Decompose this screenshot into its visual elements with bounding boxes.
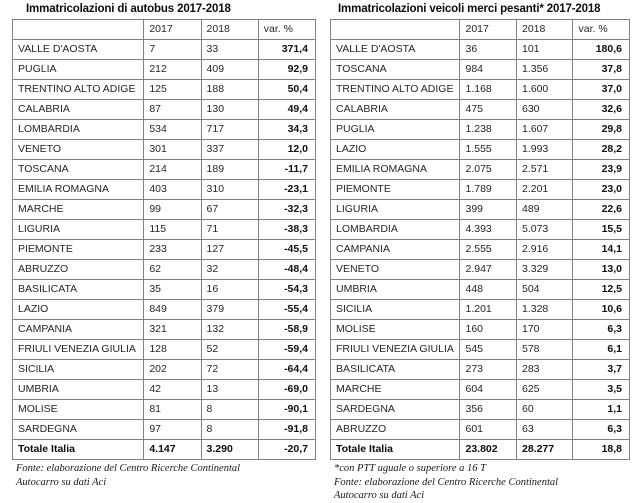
cell-2018: 1.600 [516, 80, 573, 100]
table-row [331, 180, 630, 200]
cell-2017: 233 [144, 240, 201, 260]
cell-region: LIGURIA [13, 220, 144, 240]
cell-region: UMBRIA [331, 280, 460, 300]
cell-2018: 578 [516, 340, 573, 360]
footnote-line: Autocarro su dati Aci [334, 490, 425, 501]
cell-variation: -58,9 [258, 320, 315, 340]
footnote-line: Fonte: elaborazione del Centro Ricerche Continental [16, 463, 241, 474]
cell-region: MARCHE [331, 380, 460, 400]
cell-variation: 180,6 [573, 40, 630, 60]
cell-region: PUGLIA [13, 60, 144, 80]
table-row [331, 160, 630, 180]
cell-region: SARDEGNA [13, 420, 144, 440]
table-row [13, 260, 316, 280]
cell-region: MOLISE [13, 400, 144, 420]
total-label: Totale Italia [13, 440, 144, 460]
cell-2018: 1.356 [516, 60, 573, 80]
cell-region: VALLE D'AOSTA [13, 40, 144, 60]
table-row [331, 200, 630, 220]
table-row [331, 380, 630, 400]
cell-2017: 1.168 [460, 80, 517, 100]
cell-2017: 301 [144, 140, 201, 160]
table-row [13, 200, 316, 220]
cell-2018: 504 [516, 280, 573, 300]
cell-variation: 15,5 [573, 220, 630, 240]
cell-2017: 99 [144, 200, 201, 220]
cell-2017: 125 [144, 80, 201, 100]
cell-2018: 1.993 [516, 140, 573, 160]
cell-variation: -23,1 [258, 180, 315, 200]
cell-region: TRENTINO ALTO ADIGE [331, 80, 460, 100]
cell-2017: 97 [144, 420, 201, 440]
table-row [13, 180, 316, 200]
cell-2018: 717 [201, 120, 258, 140]
cell-2018: 33 [201, 40, 258, 60]
cell-2017: 62 [144, 260, 201, 280]
cell-2017: 2.947 [460, 260, 517, 280]
table-row [331, 400, 630, 420]
cell-2018: 310 [201, 180, 258, 200]
cell-2018: 2.571 [516, 160, 573, 180]
cell-variation: 6,3 [573, 320, 630, 340]
table-row [13, 360, 316, 380]
cell-2017: 984 [460, 60, 517, 80]
cell-region: MOLISE [331, 320, 460, 340]
cell-2018: 132 [201, 320, 258, 340]
column-header-2018: 2018 [201, 20, 258, 40]
cell-region: VENETO [331, 260, 460, 280]
cell-2018: 16 [201, 280, 258, 300]
cell-region: LAZIO [331, 140, 460, 160]
cell-region: BASILICATA [13, 280, 144, 300]
cell-2018: 170 [516, 320, 573, 340]
cell-2018: 1.607 [516, 120, 573, 140]
cell-2017: 2.555 [460, 240, 517, 260]
total-label: Totale Italia [331, 440, 460, 460]
cell-variation: -64,4 [258, 360, 315, 380]
cell-variation: 1,1 [573, 400, 630, 420]
cell-2018: 337 [201, 140, 258, 160]
cell-region: BASILICATA [331, 360, 460, 380]
cell-region: EMILIA ROMAGNA [331, 160, 460, 180]
cell-variation: 28,2 [573, 140, 630, 160]
cell-2017: 475 [460, 100, 517, 120]
cell-region: EMILIA ROMAGNA [13, 180, 144, 200]
cell-2018: 283 [516, 360, 573, 380]
cell-2017: 35 [144, 280, 201, 300]
cell-region: FRIULI VENEZIA GIULIA [331, 340, 460, 360]
cell-region: FRIULI VENEZIA GIULIA [13, 340, 144, 360]
cell-2017: 115 [144, 220, 201, 240]
table-row [13, 340, 316, 360]
cell-variation: 3,5 [573, 380, 630, 400]
cell-variation: 14,1 [573, 240, 630, 260]
table-row [331, 120, 630, 140]
cell-2018: 63 [516, 420, 573, 440]
cell-region: PIEMONTE [13, 240, 144, 260]
cell-2017: 403 [144, 180, 201, 200]
table-row [13, 320, 316, 340]
cell-variation: 34,3 [258, 120, 315, 140]
column-header-2018: 2018 [516, 20, 573, 40]
cell-region: LIGURIA [331, 200, 460, 220]
cell-variation: 49,4 [258, 100, 315, 120]
cell-2017: 7 [144, 40, 201, 60]
cell-variation: 23,0 [573, 180, 630, 200]
table-total-row [331, 440, 630, 460]
cell-variation: -38,3 [258, 220, 315, 240]
column-header-region [331, 20, 460, 40]
cell-variation: -48,4 [258, 260, 315, 280]
cell-2017: 273 [460, 360, 517, 380]
cell-2017: 36 [460, 40, 517, 60]
cell-variation: -69,0 [258, 380, 315, 400]
table-footnote-autobus [12, 460, 316, 489]
cell-2018: 3.329 [516, 260, 573, 280]
cell-2018: 2.916 [516, 240, 573, 260]
cell-variation: 10,6 [573, 300, 630, 320]
cell-2017: 534 [144, 120, 201, 140]
cell-variation: 37,0 [573, 80, 630, 100]
cell-variation: 22,6 [573, 200, 630, 220]
table-row [331, 80, 630, 100]
table-header-autobus [13, 20, 316, 40]
cell-2018: 625 [516, 380, 573, 400]
total-2018: 28.277 [516, 440, 573, 460]
table-row [331, 140, 630, 160]
cell-2017: 1.201 [460, 300, 517, 320]
total-variation: 18,8 [573, 440, 630, 460]
footnote-line: Fonte: elaborazione del Centro Ricerche Continental [334, 476, 559, 488]
table-body-autobus [13, 40, 316, 460]
table-panel-merci-pesanti [330, 0, 630, 503]
table-row [331, 340, 630, 360]
cell-2017: 448 [460, 280, 517, 300]
table-row [13, 60, 316, 80]
table-row [13, 280, 316, 300]
cell-region: SICILIA [331, 300, 460, 320]
cell-region: TOSCANA [331, 60, 460, 80]
cell-region: PUGLIA [331, 120, 460, 140]
table-header-merci-pesanti [331, 20, 630, 40]
total-variation: -20,7 [258, 440, 315, 460]
cell-variation: 92,9 [258, 60, 315, 80]
cell-2017: 545 [460, 340, 517, 360]
cell-2018: 5.073 [516, 220, 573, 240]
cell-2018: 127 [201, 240, 258, 260]
cell-2018: 8 [201, 400, 258, 420]
data-table-merci-pesanti [330, 19, 630, 460]
cell-region: CAMPANIA [331, 240, 460, 260]
cell-2017: 81 [144, 400, 201, 420]
cell-2017: 356 [460, 400, 517, 420]
cell-2018: 72 [201, 360, 258, 380]
cell-2018: 8 [201, 420, 258, 440]
cell-variation: -11,7 [258, 160, 315, 180]
header-row [331, 20, 630, 40]
cell-variation: 50,4 [258, 80, 315, 100]
table-row [13, 80, 316, 100]
cell-variation: 37,8 [573, 60, 630, 80]
cell-variation: -45,5 [258, 240, 315, 260]
cell-2017: 87 [144, 100, 201, 120]
cell-2018: 32 [201, 260, 258, 280]
table-row [13, 240, 316, 260]
table-footnote-merci-pesanti [330, 460, 630, 503]
cell-variation: -55,4 [258, 300, 315, 320]
cell-region: MARCHE [13, 200, 144, 220]
cell-region: CALABRIA [331, 100, 460, 120]
cell-2018: 379 [201, 300, 258, 320]
cell-region: SARDEGNA [331, 400, 460, 420]
table-row [331, 280, 630, 300]
cell-region: CAMPANIA [13, 320, 144, 340]
cell-2017: 849 [144, 300, 201, 320]
cell-variation: 6,3 [573, 420, 630, 440]
table-row [331, 300, 630, 320]
table-total-row [13, 440, 316, 460]
cell-2018: 409 [201, 60, 258, 80]
cell-2018: 2.201 [516, 180, 573, 200]
cell-region: LOMBARDIA [331, 220, 460, 240]
total-2017: 4.147 [144, 440, 201, 460]
cell-variation: 29,8 [573, 120, 630, 140]
table-row [331, 260, 630, 280]
cell-2018: 130 [201, 100, 258, 120]
cell-2017: 321 [144, 320, 201, 340]
table-row [13, 380, 316, 400]
table-row [331, 100, 630, 120]
footnote-line: *con PTT uguale o superiore a 16 T [334, 463, 486, 474]
table-body-merci-pesanti [331, 40, 630, 460]
cell-2017: 214 [144, 160, 201, 180]
table-row [13, 420, 316, 440]
cell-region: ABRUZZO [13, 260, 144, 280]
column-header-2017: 2017 [144, 20, 201, 40]
cell-variation: 371,4 [258, 40, 315, 60]
table-row [331, 40, 630, 60]
cell-variation: 12,0 [258, 140, 315, 160]
cell-2018: 1.328 [516, 300, 573, 320]
table-row [13, 160, 316, 180]
total-2018: 3.290 [201, 440, 258, 460]
table-row [13, 40, 316, 60]
table-row [331, 60, 630, 80]
column-header-variation: var. % [573, 20, 630, 40]
cell-2018: 188 [201, 80, 258, 100]
table-row [331, 220, 630, 240]
table-row [331, 360, 630, 380]
cell-2018: 13 [201, 380, 258, 400]
cell-2017: 160 [460, 320, 517, 340]
cell-2018: 101 [516, 40, 573, 60]
cell-variation: -91,8 [258, 420, 315, 440]
cell-region: VALLE D'AOSTA [331, 40, 460, 60]
table-row [331, 420, 630, 440]
cell-variation: 3,7 [573, 360, 630, 380]
cell-2017: 202 [144, 360, 201, 380]
table-row [13, 220, 316, 240]
cell-region: UMBRIA [13, 380, 144, 400]
table-row [13, 140, 316, 160]
table-row [13, 400, 316, 420]
cell-2018: 52 [201, 340, 258, 360]
cell-2018: 71 [201, 220, 258, 240]
cell-variation: -32,3 [258, 200, 315, 220]
page-title-merci-pesanti: Immatricolazioni veicoli merci pesanti* 2017-2018 [338, 3, 601, 15]
cell-region: PIEMONTE [331, 180, 460, 200]
cell-2018: 60 [516, 400, 573, 420]
cell-2018: 489 [516, 200, 573, 220]
column-header-2017: 2017 [460, 20, 517, 40]
cell-2017: 128 [144, 340, 201, 360]
column-header-variation: var. % [258, 20, 315, 40]
table-row [13, 120, 316, 140]
cell-2017: 399 [460, 200, 517, 220]
cell-2017: 1.238 [460, 120, 517, 140]
table-panel-autobus [12, 0, 316, 489]
cell-region: LOMBARDIA [13, 120, 144, 140]
page-title-autobus: Immatricolazioni di autobus 2017-2018 [26, 3, 231, 15]
cell-variation: 12,5 [573, 280, 630, 300]
cell-2017: 4.393 [460, 220, 517, 240]
cell-region: VENETO [13, 140, 144, 160]
cell-variation: 6,1 [573, 340, 630, 360]
cell-region: SICILIA [13, 360, 144, 380]
cell-variation: -54,3 [258, 280, 315, 300]
cell-2017: 2.075 [460, 160, 517, 180]
cell-2018: 630 [516, 100, 573, 120]
cell-variation: -59,4 [258, 340, 315, 360]
cell-2017: 42 [144, 380, 201, 400]
footnote-line: Autocarro su dati Aci [16, 476, 107, 488]
cell-2018: 189 [201, 160, 258, 180]
cell-region: LAZIO [13, 300, 144, 320]
cell-region: TRENTINO ALTO ADIGE [13, 80, 144, 100]
cell-2017: 1.555 [460, 140, 517, 160]
cell-variation: -90,1 [258, 400, 315, 420]
table-row [13, 300, 316, 320]
cell-2017: 604 [460, 380, 517, 400]
total-2017: 23.802 [460, 440, 517, 460]
cell-region: TOSCANA [13, 160, 144, 180]
cell-2017: 601 [460, 420, 517, 440]
table-row [331, 320, 630, 340]
cell-variation: 23,9 [573, 160, 630, 180]
cell-region: ABRUZZO [331, 420, 460, 440]
table-row [13, 100, 316, 120]
cell-region: CALABRIA [13, 100, 144, 120]
column-header-region [13, 20, 144, 40]
header-row [13, 20, 316, 40]
cell-variation: 32,6 [573, 100, 630, 120]
cell-2018: 67 [201, 200, 258, 220]
data-table-autobus [12, 19, 316, 460]
cell-variation: 13,0 [573, 260, 630, 280]
cell-2017: 1.789 [460, 180, 517, 200]
cell-2017: 212 [144, 60, 201, 80]
table-row [331, 240, 630, 260]
